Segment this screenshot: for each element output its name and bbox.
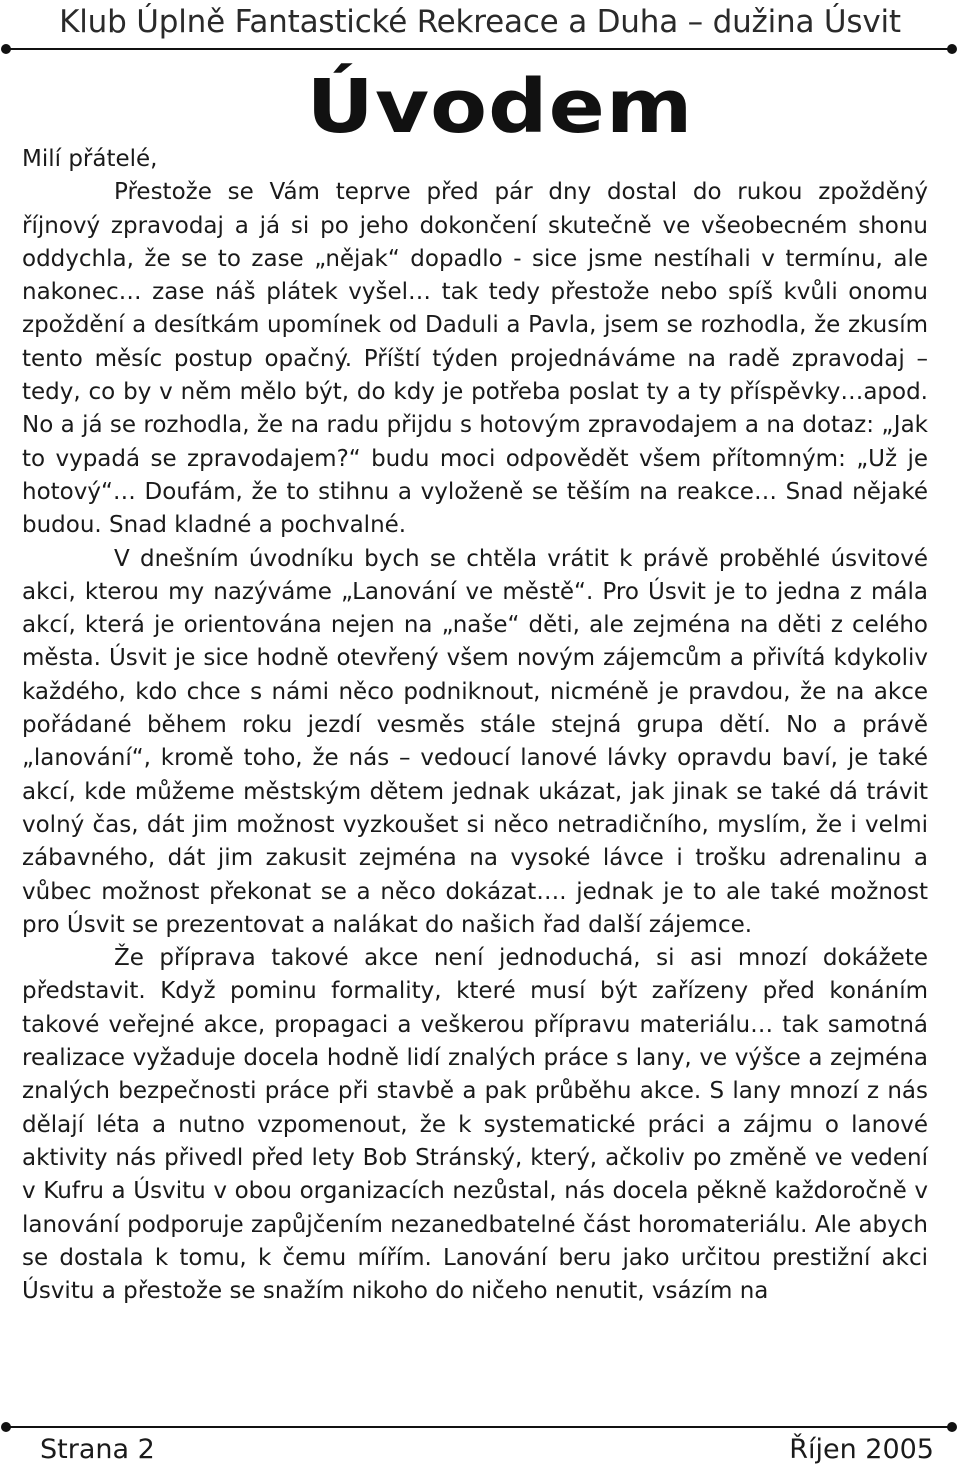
salutation: Milí přátelé, [22,146,158,172]
article-title: Úvodem [306,64,694,150]
footer-divider [6,1426,952,1428]
header-divider [6,48,952,50]
newsletter-header: Klub Úplně Fantastické Rekreace a Duha – dužina Úsvit [59,4,901,40]
paragraph: Přestože se Vám teprve před pár dny dostal do rukou zpožděný říjnový zpravodaj a já si po jeho dokončení skutečně ve všeobecném shonu oddychla, že se to zase „nějak“ dopadlo - sice jsme nestíhali v termínu, ale nakonec… zase náš plátek vyšel… tak tedy přestože nebo spíš kvůli onomu zpoždění a desítkám upomínek od Daduli a Pavla, jsem se rozhodla, že zkusím tento měsíc postup opačný. Příští týden projednáváme na radě zpravodaj – tedy, co by v něm mělo být, do kdy je potřeba poslat ty a ty příspěvky…apod. No a já se rozhodla, že na radu přijdu s hotovým zpravodajem a na dotaz: „Jak to vypadá se zpravodajem?“ budu moci odpovědět všem přítomným: „Už je hotový“… Doufám, že to stihnu a vyloženě se těším na reakce… Snad nějaké budou. Snad kladné a pochvalné. [22,179,928,539]
page-number: Strana 2 [40,1434,155,1465]
article-body [22,143,928,1308]
paragraph: Že příprava takové akce není jednoduchá, si asi mnozí dokážete představit. Když pominu formality, které musí být zařízeny před konáním takové veřejné akce, propagaci a veškerou přípravu materiálu… tak samotná realizace vyžaduje docela hodně lidí znalých práce s lany, ve výšce a zejména znalých bezpečnosti práce při stavbě a pak průběhu akce. S lany mnozí z nás dělají léta a nutno vzpomenout, že k systematické práci a zájmu o lanové aktivity nás přivedl před lety Bob Stránský, který, ačkoliv po změně ve vedení v Kufru a Úsvitu v obou organizacích nezůstal, nás docela pěkně každoročně v lanování podporuje zapůjčením nezanedbatelné část horomateriálu. Ale abych se dostala k tomu, k čemu mířím. Lanování beru jako určitou prestižní akci Úsvitu a přestože se snažím nikoho do ničeho nenutit, vsázím na [22,945,928,1305]
paragraph: V dnešním úvodníku bych se chtěla vrátit k právě proběhlé úsvitové akci, kterou my nazýváme „Lanování ve městě“. Pro Úsvit je to jedna z mála akcí, která je orientována nejen na „naše“ děti, ale zejména na děti z celého města. Úsvit je sice hodně otevřený všem novým zájemcům a přivítá kdykoliv každého, kdo chce s námi něco podniknout, nicméně je pravdou, že na akce pořádané během roku jezdí vesměs stále stejná grupa dětí. No a právě „lanování“, kromě toho, že nás – vedoucí lanové lávky opravdu baví, je také akcí, kde můžeme městským dětem jednak ukázat, jak jinak se také dá trávit volný čas, dát jim možnost vyzkoušet si něco netradičního, myslím, že i velmi zábavného, dát jim zakusit zejména na vysoké lávce i trošku adrenalinu a vůbec možnost překonat se a něco dokázat…. jednak je to ale také možnost pro Úsvit se prezentovat a nalákat do našich řad další zájemce. [22,545,928,938]
issue-date: Říjen 2005 [789,1434,934,1465]
